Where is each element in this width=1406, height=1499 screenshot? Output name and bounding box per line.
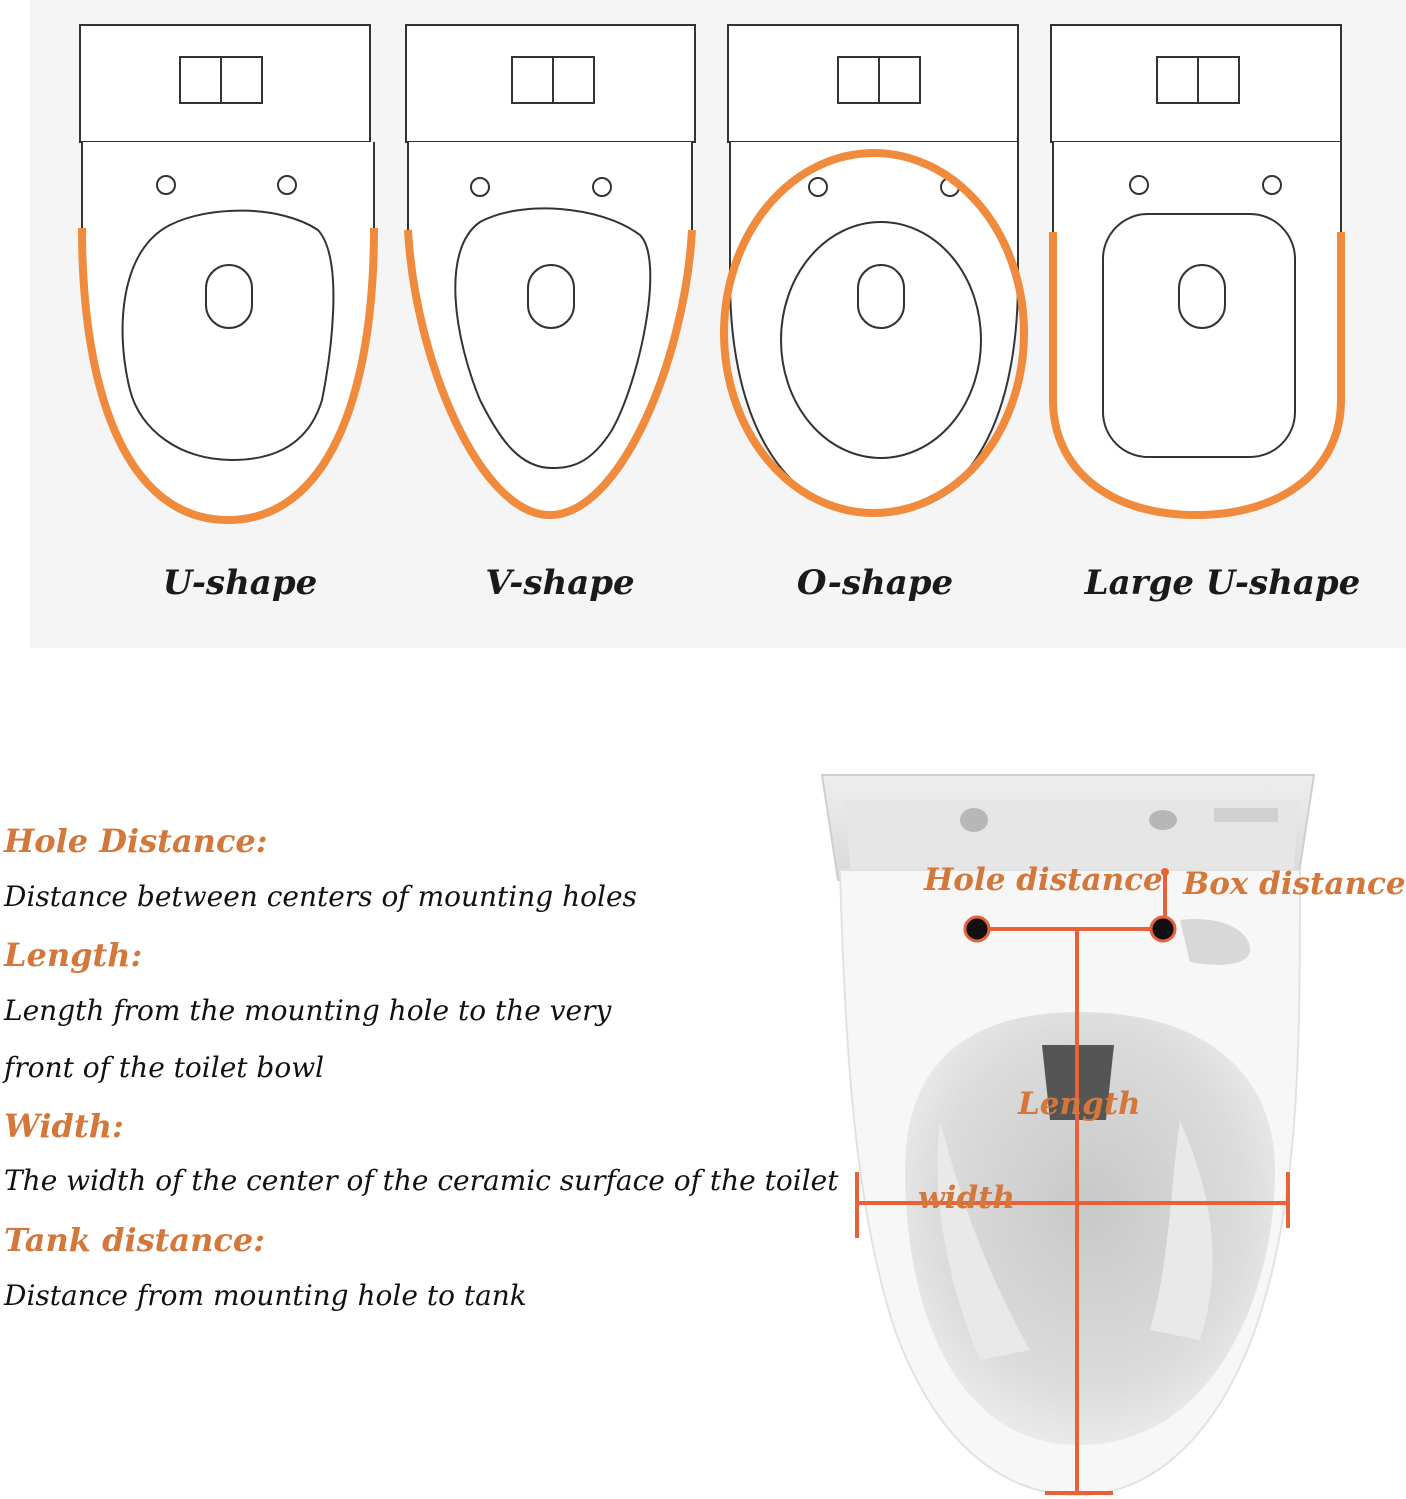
width-heading: Width: bbox=[4, 1107, 124, 1145]
large-u-shape-label: Large U-shape bbox=[1084, 563, 1361, 603]
tank-distance-description: Distance from mounting hole to tank bbox=[4, 1279, 527, 1312]
hole-distance-label: Hole distance bbox=[924, 862, 1163, 898]
width-label: width bbox=[918, 1180, 1015, 1216]
length-label: Length bbox=[1018, 1086, 1141, 1122]
u-shape-label: U-shape bbox=[162, 563, 318, 603]
length-description-line-2: front of the toilet bowl bbox=[4, 1051, 325, 1084]
width-description: The width of the center of the ceramic surface of the toilet bbox=[4, 1164, 839, 1197]
tank-distance-heading: Tank distance: bbox=[4, 1221, 266, 1259]
length-description-line-1: Length from the mounting hole to the very bbox=[4, 994, 612, 1027]
left-mounting-hole bbox=[965, 917, 989, 941]
hole-distance-description: Distance between centers of mounting holes bbox=[4, 880, 637, 913]
hole-distance-heading: Hole Distance: bbox=[4, 822, 268, 860]
v-shape-label: V-shape bbox=[485, 563, 635, 603]
box-distance-label: Box distance bbox=[1183, 866, 1406, 902]
right-mounting-hole bbox=[1151, 917, 1175, 941]
o-shape-label: O-shape bbox=[796, 563, 954, 603]
length-heading: Length: bbox=[4, 936, 143, 974]
